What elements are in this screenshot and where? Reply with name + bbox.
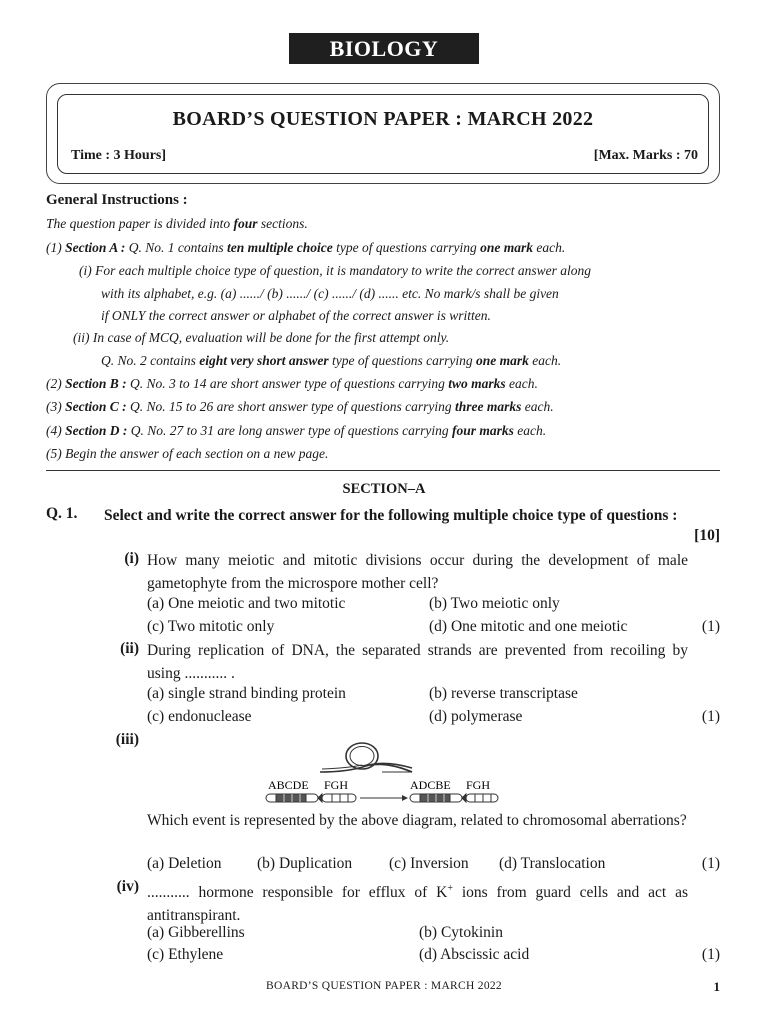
stem-superscript: +	[447, 883, 453, 894]
chromosome-label-left: ABCDE	[268, 778, 309, 792]
instruction-1-end: each.	[533, 240, 566, 255]
intro-end: sections.	[257, 216, 308, 231]
arrow-right-icon	[360, 795, 408, 801]
question-text: Select and write the correct answer for the following multiple choice type of questions :	[104, 507, 678, 524]
instruction-3	[46, 399, 554, 415]
instruction-3-num: (3)	[46, 399, 62, 414]
instruction-1-emph2: one mark	[480, 240, 534, 255]
instruction-4-emph: four marks	[451, 423, 514, 438]
subject-banner: BIOLOGY	[289, 33, 479, 64]
sub-question-stem	[147, 878, 688, 927]
q2-emph2: one mark	[476, 353, 529, 368]
intro-emph: four	[233, 216, 258, 231]
instruction-1-text: Q. No. 1 contains	[125, 240, 228, 255]
chromosome-inversion-diagram	[262, 738, 502, 806]
sub-question-stem: Which event is represented by the above diagram, related to chromosomal aberrations?	[147, 812, 687, 829]
option-b: (b) Cytokinin	[419, 924, 503, 941]
instruction-1	[46, 240, 565, 256]
sub-question-stem: How many meiotic and mitotic divisions occur during the development of male gametophyte from the microspore mother cell?	[147, 552, 688, 592]
instruction-4	[46, 423, 546, 439]
sub-question-mark: (1)	[701, 855, 720, 872]
instruction-1-emph: ten multiple choice	[227, 240, 333, 255]
instruction-5-text: Begin the answer of each section on a new page.	[65, 446, 329, 461]
sub-question-stem: During replication of DNA, the separated strands are prevented from recoiling by using ........... .	[147, 642, 688, 682]
instruction-4-end: each.	[513, 423, 547, 438]
q2-text: Q. No. 2 contains	[101, 353, 200, 368]
instruction-q2	[101, 353, 561, 369]
option-b: (b) Duplication	[257, 855, 353, 872]
option-c: (c) Two mitotic only	[147, 618, 275, 635]
instruction-3-end: each.	[521, 399, 554, 414]
option-c: (c) Ethylene	[147, 946, 224, 963]
q2-emph: eight very short answer	[199, 353, 329, 368]
sub-question-number: (ii)	[120, 640, 139, 657]
option-d: (d) One mitotic and one meiotic	[429, 618, 628, 635]
inversion-loop-icon	[320, 743, 412, 772]
question-marks: [10]	[694, 527, 720, 544]
sub-question-number: (iv)	[116, 878, 139, 895]
instruction-3-emph: three marks	[455, 399, 522, 414]
page-footer: BOARD’S QUESTION PAPER : MARCH 2022	[266, 980, 502, 992]
max-marks-label: [Max. Marks : 70	[593, 148, 698, 163]
option-d: (d) Translocation	[499, 855, 606, 872]
instruction-2	[46, 376, 538, 392]
instruction-2-end: each.	[505, 376, 538, 391]
option-d: (d) Abscissic acid	[419, 946, 530, 963]
instruction-1-section: Section A :	[65, 240, 126, 255]
instruction-5-num: (5)	[46, 446, 62, 461]
paper-title: BOARD’S QUESTION PAPER : MARCH 2022	[172, 108, 594, 130]
option-b: (b) reverse transcriptase	[429, 685, 578, 702]
stem-part-2: ions from guard cells and act as antitranspirant.	[147, 884, 688, 924]
chromosome-label-left-2: FGH	[324, 778, 349, 792]
instruction-4-num: (4)	[46, 423, 62, 438]
stem-part-1: ........... hormone responsible for efflux of K	[147, 884, 448, 902]
instruction-4-text: Q. No. 27 to 31 are long answer type of questions carrying	[127, 423, 452, 438]
option-a: (a) Deletion	[147, 855, 222, 872]
instruction-2-section: Section B :	[65, 376, 127, 391]
time-label: Time : 3 Hours]	[71, 148, 167, 163]
chromosome-left-icon	[266, 794, 356, 802]
instruction-2-emph: two marks	[448, 376, 506, 391]
instruction-1-text2: type of questions carrying	[332, 240, 481, 255]
instruction-ii-num: (ii)	[73, 330, 90, 345]
instruction-ii-line1: In case of MCQ, evaluation will be done for the first attempt only.	[92, 330, 450, 345]
instruction-5	[46, 446, 328, 462]
chromosome-label-right-2: FGH	[466, 778, 491, 792]
instruction-2-text: Q. No. 3 to 14 are short answer type of questions carrying	[126, 376, 449, 391]
option-c: (c) endonuclease	[147, 708, 252, 725]
section-title: SECTION–A	[342, 481, 426, 497]
page-number: 1	[713, 979, 720, 994]
instructions-heading: General Instructions :	[46, 192, 188, 208]
sub-question-mark: (1)	[701, 708, 720, 725]
instruction-2-num: (2)	[46, 376, 62, 391]
instruction-1-ii	[73, 330, 449, 346]
q2-text2: type of questions carrying	[328, 353, 477, 368]
instruction-i-line2: with its alphabet, e.g. (a) ....../ (b) ....../ (c) ....../ (d) ...... etc. No mark/s shall be given	[101, 286, 559, 301]
instruction-3-section: Section C :	[65, 399, 127, 414]
option-d: (d) polymerase	[429, 708, 523, 725]
sub-question-mark: (1)	[701, 946, 720, 963]
option-a: (a) One meiotic and two mitotic	[147, 595, 346, 612]
sub-question-number: (i)	[124, 550, 139, 567]
instruction-i-line3: if ONLY the correct answer or alphabet of the correct answer is written.	[101, 308, 491, 323]
question-number: Q. 1.	[46, 505, 78, 522]
chromosome-label-right: ADCBE	[410, 778, 451, 792]
option-a: (a) Gibberellins	[147, 924, 245, 941]
option-a: (a) single strand binding protein	[147, 685, 346, 702]
sub-question-mark: (1)	[701, 618, 720, 635]
instruction-3-text: Q. No. 15 to 26 are short answer type of questions carrying	[126, 399, 456, 414]
instructions-intro	[46, 216, 308, 232]
instruction-i-num: (i)	[79, 263, 92, 278]
instruction-1-num: (1)	[46, 240, 62, 255]
intro-text: The question paper is divided into	[46, 216, 234, 231]
sub-question-number: (iii)	[115, 731, 139, 748]
instruction-1-i	[79, 263, 591, 279]
option-b: (b) Two meiotic only	[429, 595, 560, 612]
instruction-i-line1: For each multiple choice type of question, it is mandatory to write the correct answer along	[95, 263, 592, 278]
q2-end: each.	[528, 353, 562, 368]
section-divider	[46, 470, 720, 471]
instruction-4-section: Section D :	[65, 423, 128, 438]
chromosome-right-icon	[410, 794, 498, 802]
option-c: (c) Inversion	[389, 855, 469, 872]
